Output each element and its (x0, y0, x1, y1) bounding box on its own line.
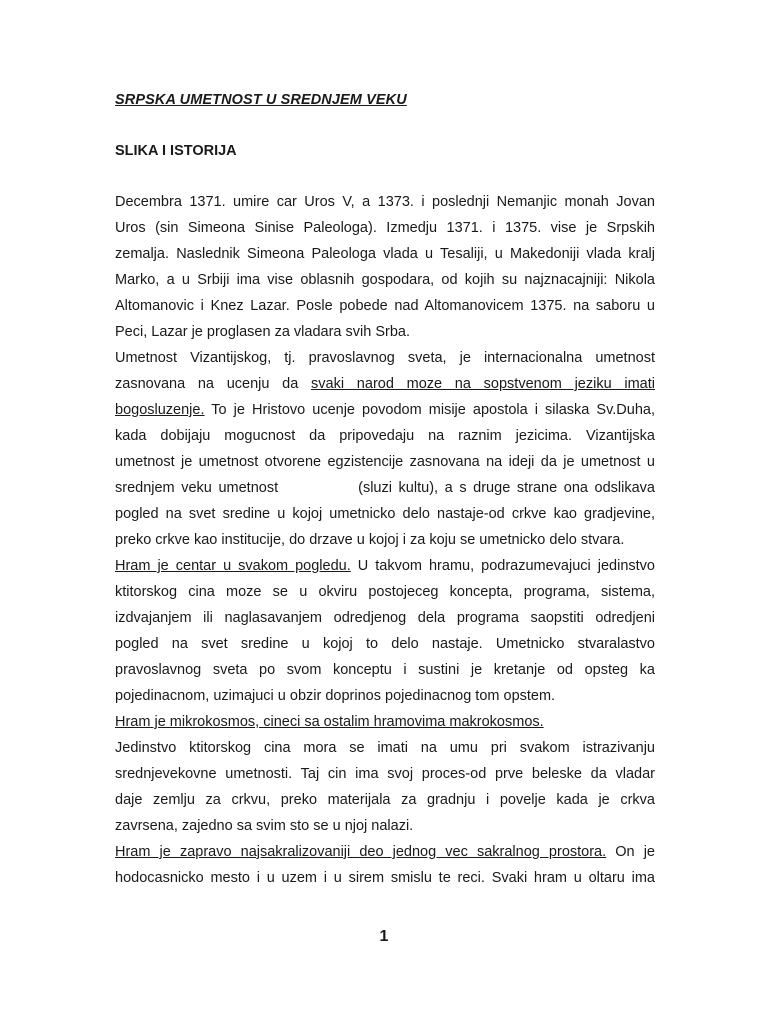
text-span: On je (606, 844, 655, 860)
text-line: Uros (sin Simeona Sinise Paleologa). Izmedju 1371. i 1375. vise je Srpskih (115, 220, 655, 236)
underlined-text: svaki narod moze na sopstvenom jeziku imati (311, 376, 655, 392)
text-line: kada dobijaju mogucnost da pripovedaju na raznim jezicima. Vizantijska (115, 428, 655, 444)
text-line: umetnost je umetnost otvorene egzistencije zasnovana na ideji da je umetnost u (115, 454, 655, 470)
text-line (115, 375, 655, 393)
text-span: To je Hristovo ucenje povodom misije apostola i silaska Sv.Duha, (204, 402, 655, 418)
text-line: zemalja. Naslednik Simeona Paleologa vlada u Tesaliji, u Makedoniji vlada kralj (115, 246, 655, 262)
text-line: pojedinacnom, uzimajuci u obzir doprinos pojedinacnog tom opstem. (115, 688, 556, 704)
text-line (115, 401, 655, 419)
underlined-text: Hram je centar u svakom pogledu. (115, 558, 351, 574)
text-line: Umetnost Vizantijskog, tj. pravoslavnog sveta, je internacionalna umetnost (115, 350, 655, 366)
text-line: Peci, Lazar je proglasen za vladara svih Srba. (115, 324, 410, 340)
text-span: U takvom hramu, podrazumevajuci jedinstvo (350, 558, 655, 574)
text-line: Altomanovic i Knez Lazar. Posle pobede nad Altomanovicem 1375. na saboru u (115, 298, 655, 314)
text-line: hodocasnicko mesto i u uzem i u sirem smislu te reci. Svaki hram u oltaru ima (115, 870, 655, 886)
underlined-text: bogosluzenje. (115, 402, 205, 418)
text-line: Marko, a u Srbiji ima vise oblasnih gospodara, od kojih su najznacajniji: Nikola (115, 272, 655, 288)
text-span: zasnovana na ucenju da (115, 376, 312, 392)
text-line: zavrsena, zajedno sa svim sto se u njoj nalazi. (115, 818, 414, 834)
section-heading: SLIKA I ISTORIJA (115, 143, 237, 159)
text-line: pravoslavnog sveta po svom konceptu i sustini je kretanje od opsteg ka (115, 662, 655, 678)
page-number: 1 (379, 928, 389, 945)
text-line: daje zemlju za crkvu, preko materijala za gradnju i povelje kada je crkva (115, 792, 655, 808)
text-line: Decembra 1371. umire car Uros V, a 1373. i poslednji Nemanjic monah Jovan (115, 194, 655, 210)
text-line (115, 557, 655, 575)
text-line: izdvajanjem ili naglasavanjem odredjenog dela programa saopstiti odredjeni (115, 610, 655, 626)
text-line: ktitorskog cina moze se u okviru postojeceg koncepta, programa, sistema, (115, 584, 655, 600)
text-line (115, 479, 655, 497)
text-span: (sluzi kultu), a s druge strane ona odslikava (358, 480, 655, 496)
underlined-text: Hram je mikrokosmos, cineci sa ostalim hramovima makrokosmos. (115, 714, 544, 730)
text-line: Jedinstvo ktitorskog cina mora se imati na umu pri svakom istrazivanju (115, 740, 655, 756)
text-line (115, 843, 655, 861)
text-line: pogled na svet sredine u kojoj to delo nastaje. Umetnicko stvaralastvo (115, 636, 655, 652)
document-title: SRPSKA UMETNOST U SREDNJEM VEKU (115, 92, 407, 108)
text-line: preko crkve kao institucije, do drzave u kojoj i za koju se umetnicko delo stvara. (115, 532, 625, 548)
text-span: srednjem veku umetnost (115, 480, 279, 496)
text-line: pogled na svet sredine u kojoj umetnicko delo nastaje-od crkve kao gradjevine, (115, 506, 655, 522)
underlined-text: Hram je zapravo najsakralizovaniji deo jednog vec sakralnog prostora. (115, 844, 607, 860)
text-line: srednjevekovne umetnosti. Taj cin ima svoj proces-od prve beleske da vladar (115, 766, 655, 782)
